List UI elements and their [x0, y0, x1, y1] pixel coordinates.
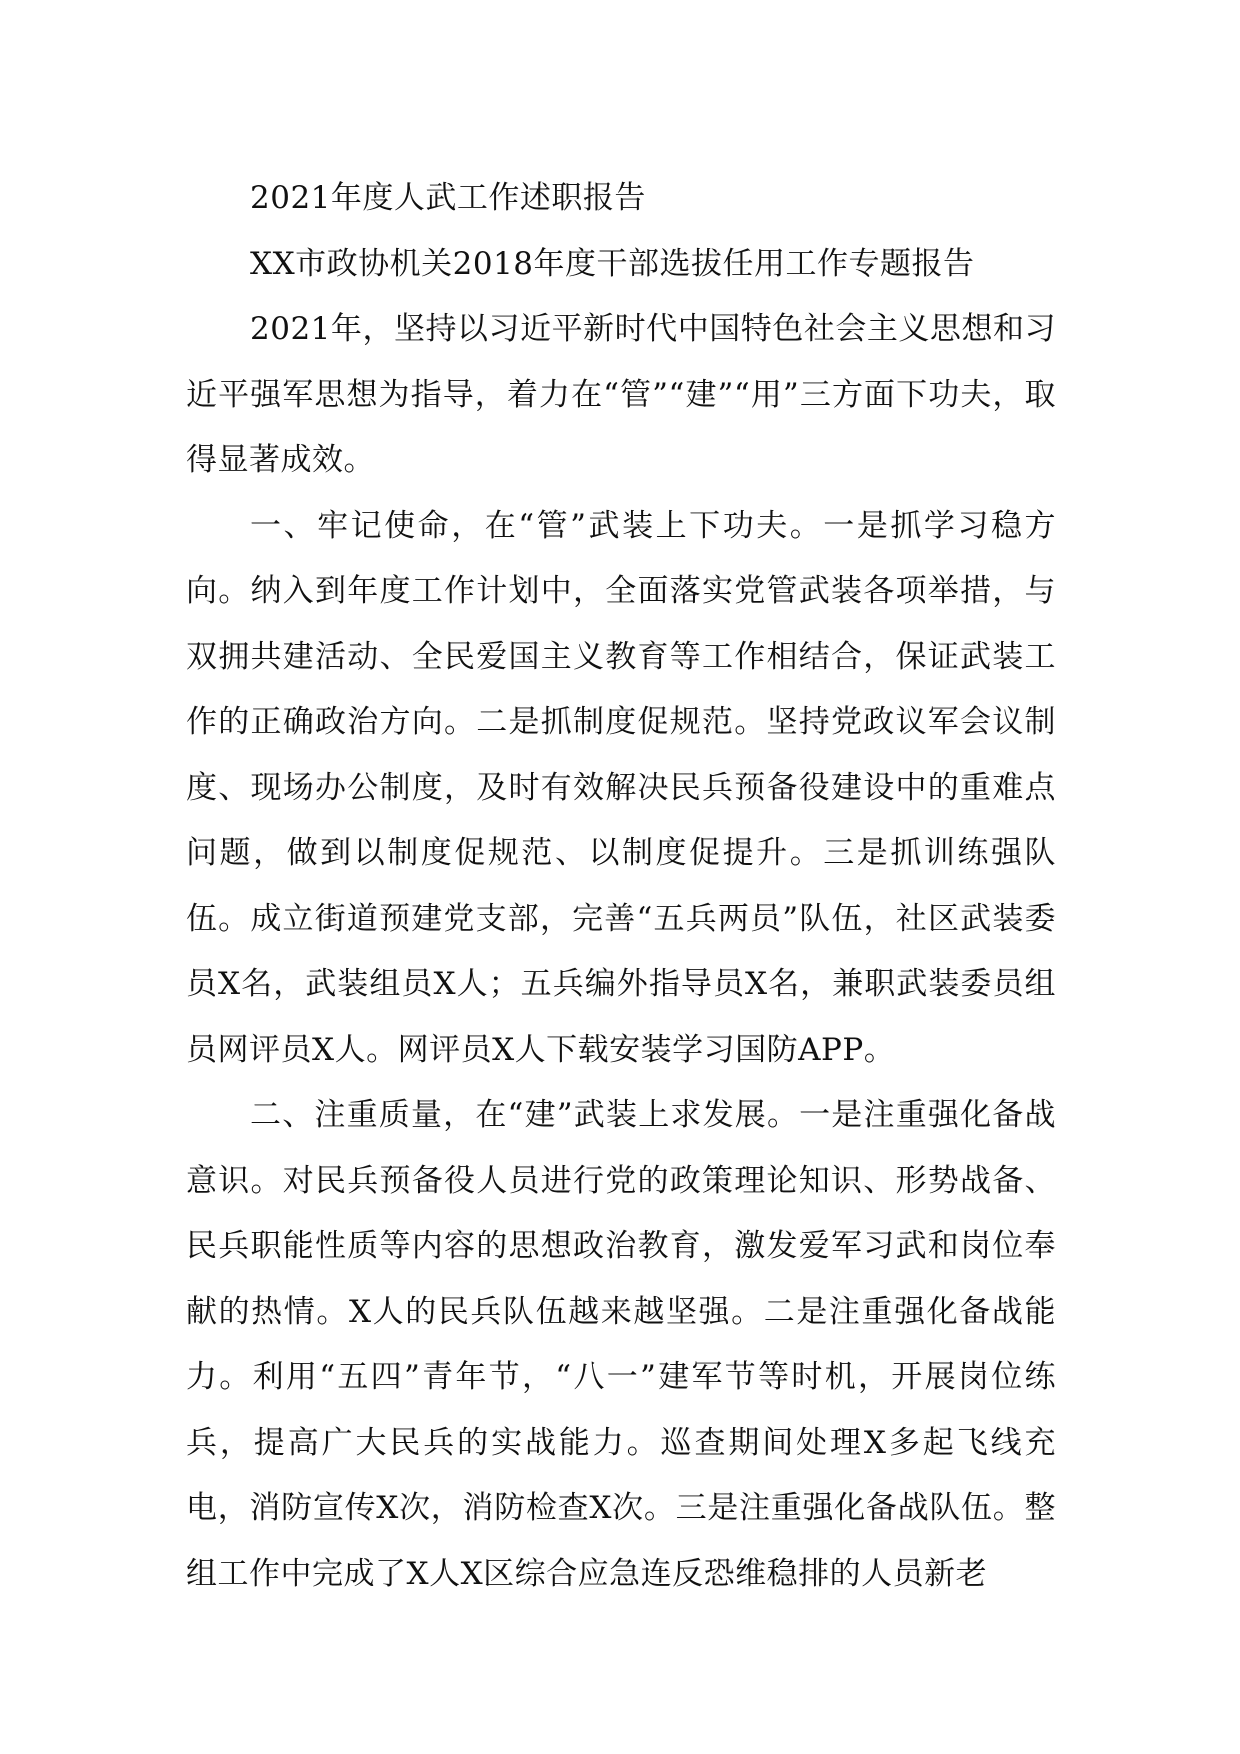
document-body — [186, 166, 1056, 1607]
section-two-paragraph: 二、注重质量，在“建”武装上求发展。一是注重强化备战意识。对民兵预备役人员进行党的政策理论知识、形势战备、民兵职能性质等内容的思想政治教育，激发爱军习武和岗位奉献的热情。X人的民兵队伍越来越坚强。二是注重强化备战能力。利用“五四”青年节，“八一”建军节等时机，开展岗位练兵，提高广大民兵的实战能力。巡查期间处理X多起飞线充电，消防宣传X次，消防检查X次。三是注重强化备战队伍。整组工作中完成了X人X区综合应急连反恐维稳排的人员新老 — [186, 1097, 1056, 1592]
report-subtitle: XX市政协机关2018年度干部选拔任用工作专题报告 — [250, 245, 975, 282]
report-title: 2021年度人武工作述职报告 — [250, 180, 646, 216]
intro-paragraph: 2021年，坚持以习近平新时代中国特色社会主义思想和习近平强军思想为指导，着力在“管”“建”“用”三方面下功夫，取得显著成效。 — [186, 311, 1056, 478]
section-one-paragraph: 一、牢记使命，在“管”武装上下功夫。一是抓学习稳方向。纳入到年度工作计划中，全面落实党管武装各项举措，与双拥共建活动、全民爱国主义教育等工作相结合，保证武装工作的正确政治方向。二是抓制度促规范。坚持党政议军会议制度、现场办公制度，及时有效解决民兵预备役建设中的重难点问题，做到以制度促规范、以制度促提升。三是抓训练强队伍。成立街道预建党支部，完善“五兵两员”队伍，社区武装委员X名，武装组员X人；五兵编外指导员X名，兼职武装委员组员网评员X人。网评员X人下载安装学习国防APP。 — [186, 507, 1056, 1068]
